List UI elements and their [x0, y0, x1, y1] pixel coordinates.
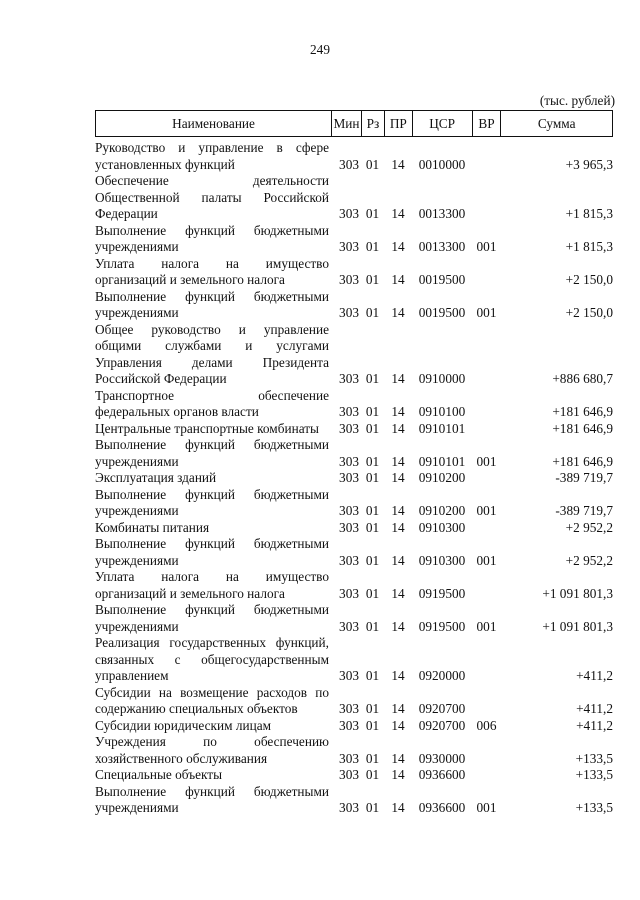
row-sum: +2 150,0 [565, 305, 613, 320]
row-name [95, 635, 331, 685]
row-name-line: учреждениями [95, 800, 179, 815]
row-csr: 0910300 [418, 552, 466, 568]
row-csr: 0920000 [418, 668, 466, 683]
row-rz: 01 [365, 668, 380, 683]
row-min: 303 [339, 519, 359, 535]
row-min: 303 [339, 701, 359, 716]
header-rz: Рз [361, 111, 384, 136]
row-sum: +3 965,3 [565, 156, 613, 172]
row-name-line: федеральных органов власти [95, 404, 259, 419]
row-name-line: учреждениями [95, 305, 179, 320]
row-pr: 14 [391, 470, 405, 485]
row-vr: 001 [476, 239, 497, 254]
row-csr: 0910100 [418, 404, 466, 419]
row-name [95, 421, 331, 438]
row-sum: +1 815,3 [565, 206, 613, 221]
row-rz: 01 [365, 239, 380, 254]
table-row [95, 569, 613, 602]
row-vr: 006 [476, 717, 497, 733]
row-name-line: Реализация государственных функций, [95, 635, 329, 650]
row-min: 303 [339, 305, 359, 320]
header-csr: ЦСР [412, 111, 472, 136]
row-rz: 01 [365, 552, 380, 568]
row-name-line: Уплата налога на имущество [95, 255, 329, 271]
row-min: 303 [339, 272, 359, 287]
row-name [95, 470, 331, 487]
header-pr: ПР [384, 111, 412, 136]
row-vr: 001 [476, 800, 497, 815]
row-name [95, 734, 331, 767]
row-csr: 0010000 [418, 156, 466, 172]
row-min: 303 [339, 420, 359, 436]
row-name-line: Управления делами Президента [95, 354, 329, 370]
row-pr: 14 [391, 453, 405, 469]
table-row [95, 437, 613, 470]
row-pr: 14 [391, 552, 405, 568]
row-pr: 14 [391, 272, 405, 287]
table-row [95, 421, 613, 438]
row-sum: +181 646,9 [552, 404, 613, 419]
row-vr [472, 767, 501, 784]
row-sum: +133,5 [575, 767, 613, 782]
row-sum: +411,2 [576, 717, 613, 733]
row-vr: 001 [476, 453, 497, 469]
table-row [95, 520, 613, 537]
row-name-line: Общественной палаты Российской [95, 189, 329, 205]
row-name-line: учреждениями [95, 618, 179, 634]
row-vr [472, 701, 501, 718]
row-name [95, 256, 331, 289]
row-name-line: содержанию специальных объектов [95, 701, 298, 716]
row-name [95, 289, 331, 322]
row-sum: +1 091 801,3 [542, 618, 613, 634]
row-name-line: Выполнение функций бюджетными [95, 222, 329, 238]
row-name-line: учреждениями [95, 503, 179, 518]
row-vr [472, 404, 501, 421]
row-rz: 01 [365, 618, 380, 634]
row-name [95, 322, 331, 388]
table-row [95, 734, 613, 767]
table-row [95, 256, 613, 289]
row-sum: +133,5 [575, 750, 613, 766]
row-name-line: организаций и земельного налога [95, 272, 285, 287]
row-rz: 01 [365, 519, 380, 535]
row-pr: 14 [391, 371, 405, 386]
row-min: 303 [339, 404, 359, 419]
row-name-line: Субсидии на возмещение расходов по [95, 684, 329, 700]
header-min: Мин [331, 111, 361, 136]
row-pr: 14 [391, 206, 405, 221]
row-name [95, 602, 331, 635]
row-sum: +2 952,2 [565, 519, 613, 535]
row-name [95, 767, 331, 784]
row-name [95, 536, 331, 569]
row-pr: 14 [391, 585, 405, 601]
row-rz: 01 [365, 750, 380, 766]
row-vr [472, 668, 501, 685]
row-name-line: Выполнение функций бюджетными [95, 602, 329, 617]
row-rz: 01 [365, 156, 380, 172]
row-name [95, 388, 331, 421]
row-csr: 0013300 [418, 206, 466, 221]
row-sum: +411,2 [576, 701, 613, 716]
table-row [95, 322, 613, 388]
row-csr: 0919500 [418, 618, 466, 634]
table-row [95, 388, 613, 421]
row-rz: 01 [365, 800, 380, 815]
row-csr: 0910200 [418, 503, 466, 518]
row-min: 303 [339, 585, 359, 601]
row-name-line: учреждениями [95, 552, 179, 568]
row-name [95, 520, 331, 537]
row-sum: +411,2 [576, 668, 613, 683]
row-csr: 0936600 [418, 767, 466, 782]
budget-table [95, 110, 613, 817]
row-rz: 01 [365, 585, 380, 601]
row-rz: 01 [365, 420, 380, 436]
row-csr: 0919500 [418, 585, 466, 601]
row-pr: 14 [391, 701, 405, 716]
row-name [95, 685, 331, 718]
row-rz: 01 [365, 470, 380, 485]
row-name-line: Общее руководство и управление [95, 321, 329, 337]
row-name-line: Комбинаты питания [95, 519, 210, 535]
row-name [95, 173, 331, 223]
row-sum: +1 815,3 [565, 239, 613, 254]
row-name-line: Субсидии юридическим лицам [95, 717, 272, 733]
row-name-line: Обеспечение деятельности [95, 173, 329, 188]
row-sum: -389 719,7 [555, 470, 613, 485]
row-name-line: связанных с общегосударственным [95, 651, 329, 667]
row-name-line: Выполнение функций бюджетными [95, 536, 329, 551]
row-csr: 0920700 [418, 717, 466, 733]
row-name [95, 223, 331, 256]
row-name [95, 718, 331, 735]
row-min: 303 [339, 552, 359, 568]
units-label: (тыс. рублей) [539, 93, 615, 108]
row-name-line: Транспортное обеспечение [95, 387, 329, 403]
row-name-line: Специальные объекты [95, 767, 223, 782]
row-name-line: Центральные транспортные комбинаты [95, 420, 319, 436]
row-min: 303 [339, 767, 359, 782]
row-vr [472, 272, 501, 289]
row-csr: 0019500 [418, 305, 466, 320]
row-min: 303 [339, 156, 359, 172]
table-row [95, 223, 613, 256]
row-pr: 14 [391, 717, 405, 733]
row-name-line: учреждениями [95, 453, 179, 469]
row-pr: 14 [391, 239, 405, 254]
row-name-line: Руководство и управление в сфере [95, 140, 329, 155]
row-rz: 01 [365, 371, 380, 386]
row-pr: 14 [391, 519, 405, 535]
row-rz: 01 [365, 717, 380, 733]
row-name-line: Выполнение функций бюджетными [95, 288, 329, 304]
row-sum: +133,5 [575, 800, 613, 815]
row-name-line: Выполнение функций бюджетными [95, 783, 329, 799]
row-vr [472, 586, 501, 603]
table-header [95, 110, 613, 137]
table-row [95, 289, 613, 322]
row-rz: 01 [365, 503, 380, 518]
row-min: 303 [339, 800, 359, 815]
row-vr [472, 751, 501, 768]
row-name-line: организаций и земельного налога [95, 585, 285, 601]
table-body [95, 140, 613, 817]
row-pr: 14 [391, 668, 405, 683]
row-pr: 14 [391, 404, 405, 419]
row-min: 303 [339, 618, 359, 634]
row-rz: 01 [365, 453, 380, 469]
row-csr: 0013300 [418, 239, 466, 254]
row-csr: 0930000 [418, 750, 466, 766]
row-name-line: Выполнение функций бюджетными [95, 486, 329, 502]
table-row [95, 536, 613, 569]
row-min: 303 [339, 470, 359, 485]
row-name-line: Выполнение функций бюджетными [95, 437, 329, 452]
table-row [95, 767, 613, 784]
table-row [95, 602, 613, 635]
row-min: 303 [339, 750, 359, 766]
row-pr: 14 [391, 750, 405, 766]
row-sum: -389 719,7 [555, 503, 613, 518]
row-vr [472, 470, 501, 487]
row-name [95, 487, 331, 520]
row-csr: 0910300 [418, 519, 466, 535]
table-row [95, 470, 613, 487]
row-rz: 01 [365, 272, 380, 287]
table-row [95, 487, 613, 520]
row-name-line: управлением [95, 668, 169, 683]
row-sum: +1 091 801,3 [542, 585, 613, 601]
row-name-line: Федерации [95, 206, 158, 221]
row-name [95, 784, 331, 817]
row-csr: 0920700 [418, 701, 466, 716]
row-name-line: установленных функций [95, 156, 235, 172]
row-min: 303 [339, 503, 359, 518]
row-pr: 14 [391, 800, 405, 815]
row-pr: 14 [391, 618, 405, 634]
row-pr: 14 [391, 305, 405, 320]
row-min: 303 [339, 717, 359, 733]
row-name-line: Эксплуатация зданий [95, 470, 217, 485]
table-row [95, 685, 613, 718]
row-name [95, 569, 331, 602]
row-vr [472, 371, 501, 388]
row-vr [472, 421, 501, 438]
row-csr: 0910101 [418, 420, 466, 436]
row-name-line: Российской Федерации [95, 371, 227, 386]
row-vr [472, 520, 501, 537]
row-sum: +886 680,7 [552, 371, 613, 386]
row-name-line: Учреждения по обеспечению [95, 734, 329, 749]
table-row [95, 173, 613, 223]
row-name [95, 140, 331, 173]
row-min: 303 [339, 453, 359, 469]
row-name-line: учреждениями [95, 239, 179, 254]
row-rz: 01 [365, 305, 380, 320]
row-vr: 001 [476, 503, 497, 518]
row-rz: 01 [365, 206, 380, 221]
row-pr: 14 [391, 767, 405, 782]
row-name-line: общими службами и услугами [95, 338, 329, 353]
row-min: 303 [339, 239, 359, 254]
row-vr: 001 [476, 305, 497, 320]
row-rz: 01 [365, 701, 380, 716]
row-pr: 14 [391, 420, 405, 436]
row-csr: 0910101 [418, 453, 466, 469]
table-row [95, 718, 613, 735]
row-name-line: Уплата налога на имущество [95, 569, 329, 584]
row-pr: 14 [391, 503, 405, 518]
header-name: Наименование [172, 115, 255, 131]
row-rz: 01 [365, 767, 380, 782]
row-name [95, 437, 331, 470]
row-name-line: хозяйственного обслуживания [95, 750, 268, 766]
row-sum: +2 952,2 [565, 552, 613, 568]
row-csr: 0019500 [418, 272, 466, 287]
table-row [95, 635, 613, 685]
row-min: 303 [339, 668, 359, 683]
row-vr [472, 157, 501, 174]
row-rz: 01 [365, 404, 380, 419]
row-csr: 0936600 [418, 800, 466, 815]
header-sum: Сумма [500, 111, 612, 136]
header-vr: ВР [472, 111, 501, 136]
row-min: 303 [339, 206, 359, 221]
row-sum: +181 646,9 [552, 420, 613, 436]
row-vr: 001 [476, 552, 497, 568]
row-sum: +181 646,9 [552, 453, 613, 469]
row-min: 303 [339, 371, 359, 386]
row-csr: 0910200 [418, 470, 466, 485]
row-vr [472, 206, 501, 223]
table-row [95, 784, 613, 817]
table-row [95, 140, 613, 173]
page-number: 249 [310, 42, 330, 57]
row-csr: 0910000 [418, 371, 466, 386]
row-sum: +2 150,0 [565, 272, 613, 287]
row-vr: 001 [476, 618, 497, 634]
row-pr: 14 [391, 156, 405, 172]
